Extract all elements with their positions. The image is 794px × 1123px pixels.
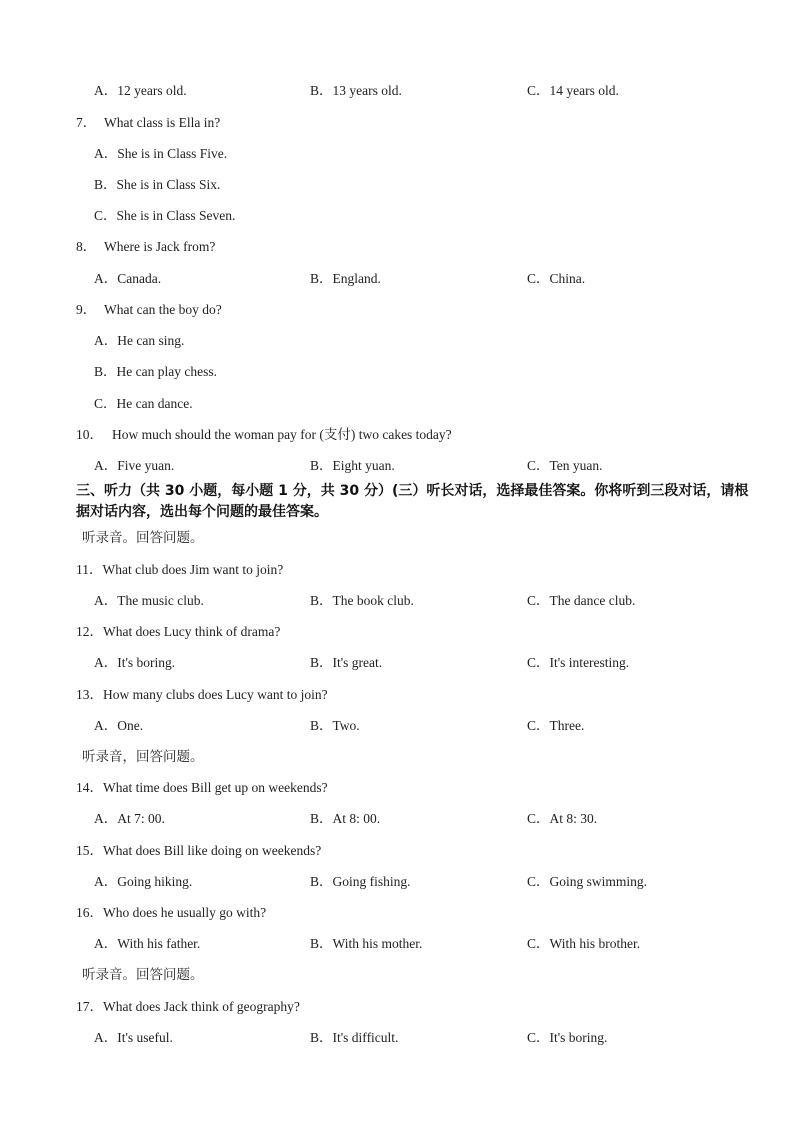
q13-question: How many clubs does Lucy want to join? — [103, 687, 328, 702]
q14-option-b[interactable]: B．At 8: 00. — [310, 811, 381, 826]
q14-number: 14． — [76, 780, 103, 795]
q13-stem — [76, 685, 328, 705]
q8-question: Where is Jack from? — [104, 239, 216, 254]
q11-stem — [76, 560, 283, 580]
q16-option-a[interactable]: A．With his father. — [94, 936, 201, 951]
q16-question: Who does he usually go with? — [103, 905, 267, 920]
q11-option-b[interactable]: B．The book club. — [310, 593, 414, 608]
q13-option-a[interactable]: A．One. — [94, 718, 144, 733]
q17-question: What does Jack think of geography? — [103, 999, 300, 1014]
q14-stem — [76, 778, 328, 798]
q8-option-b[interactable]: B．England. — [310, 271, 381, 286]
q12-number: 12． — [76, 624, 103, 639]
q9-stem — [76, 300, 222, 320]
q15-option-a[interactable]: A．Going hiking. — [94, 874, 193, 889]
q8-option-a[interactable]: A．Canada. — [94, 271, 162, 286]
q12-option-b[interactable]: B．It's great. — [310, 655, 383, 670]
q13-number: 13． — [76, 687, 103, 702]
section-title: 三、听力（共 30 小题，每小题 1 分，共 30 分）(三）听长对话，选择最佳答案。你将听到三段对话，请根据对话内容，选出每个问题的最佳答案。 — [76, 483, 749, 520]
section-instruction-2: 听录音，回答问题。 — [82, 749, 204, 765]
section-instruction-1: 听录音。回答问题。 — [82, 530, 204, 546]
q8-option-c[interactable]: C．China. — [527, 271, 586, 286]
q6-option-c[interactable]: C．14 years old. — [527, 83, 619, 98]
q9-question: What can the boy do? — [104, 302, 222, 317]
q8-number: 8． — [76, 239, 97, 254]
q15-number: 15． — [76, 843, 103, 858]
q16-stem — [76, 903, 266, 923]
q11-option-c[interactable]: C．The dance club. — [527, 593, 636, 608]
q11-number: 11． — [76, 562, 103, 577]
q10-option-c[interactable]: C．Ten yuan. — [527, 458, 603, 473]
q14-option-c[interactable]: C．At 8: 30. — [527, 811, 598, 826]
q16-number: 16． — [76, 905, 103, 920]
q12-question: What does Lucy think of drama? — [103, 624, 281, 639]
q15-stem — [76, 841, 321, 861]
q9-option-b[interactable]: B．He can play chess. — [94, 364, 217, 379]
q9-option-c[interactable]: C．He can dance. — [94, 396, 193, 411]
q17-option-b[interactable]: B．It's difficult. — [310, 1030, 399, 1045]
q13-option-c[interactable]: C．Three. — [527, 718, 585, 733]
q6-option-b[interactable]: B．13 years old. — [310, 83, 402, 98]
q10-stem — [76, 425, 452, 445]
q6-option-a[interactable]: A．12 years old. — [94, 83, 187, 98]
q7-stem — [76, 113, 220, 133]
q7-option-a[interactable]: A．She is in Class Five. — [94, 146, 228, 161]
q7-question: What class is Ella in? — [104, 115, 221, 130]
q15-option-b[interactable]: B．Going fishing. — [310, 874, 411, 889]
q13-option-b[interactable]: B．Two. — [310, 718, 360, 733]
q17-option-c[interactable]: C．It's boring. — [527, 1030, 608, 1045]
q17-stem — [76, 997, 300, 1017]
q17-option-a[interactable]: A．It's useful. — [94, 1030, 173, 1045]
q10-option-b[interactable]: B．Eight yuan. — [310, 458, 395, 473]
q7-option-b[interactable]: B．She is in Class Six. — [94, 177, 221, 192]
q11-question: What club does Jim want to join? — [102, 562, 284, 577]
q16-option-c[interactable]: C．With his brother. — [527, 936, 641, 951]
q9-option-a[interactable]: A．He can sing. — [94, 333, 185, 348]
q15-question: What does Bill like doing on weekends? — [103, 843, 322, 858]
q10-option-a[interactable]: A．Five yuan. — [94, 458, 175, 473]
q12-stem — [76, 622, 280, 642]
q10-number: 10． — [76, 427, 103, 442]
q17-number: 17． — [76, 999, 103, 1014]
q7-number: 7． — [76, 115, 97, 130]
q14-option-a[interactable]: A．At 7: 00. — [94, 811, 165, 826]
q14-question: What time does Bill get up on weekends? — [103, 780, 328, 795]
q16-option-b[interactable]: B．With his mother. — [310, 936, 423, 951]
q11-option-a[interactable]: A．The music club. — [94, 593, 204, 608]
q12-option-c[interactable]: C．It's interesting. — [527, 655, 630, 670]
q15-option-c[interactable]: C．Going swimming. — [527, 874, 648, 889]
q7-option-c[interactable]: C．She is in Class Seven. — [94, 208, 236, 223]
q10-question: How much should the woman pay for (支付) two cakes today? — [112, 427, 452, 442]
section-instruction-3: 听录音。回答问题。 — [82, 967, 204, 983]
q9-number: 9． — [76, 302, 97, 317]
q12-option-a[interactable]: A．It's boring. — [94, 655, 176, 670]
q8-stem — [76, 237, 215, 257]
